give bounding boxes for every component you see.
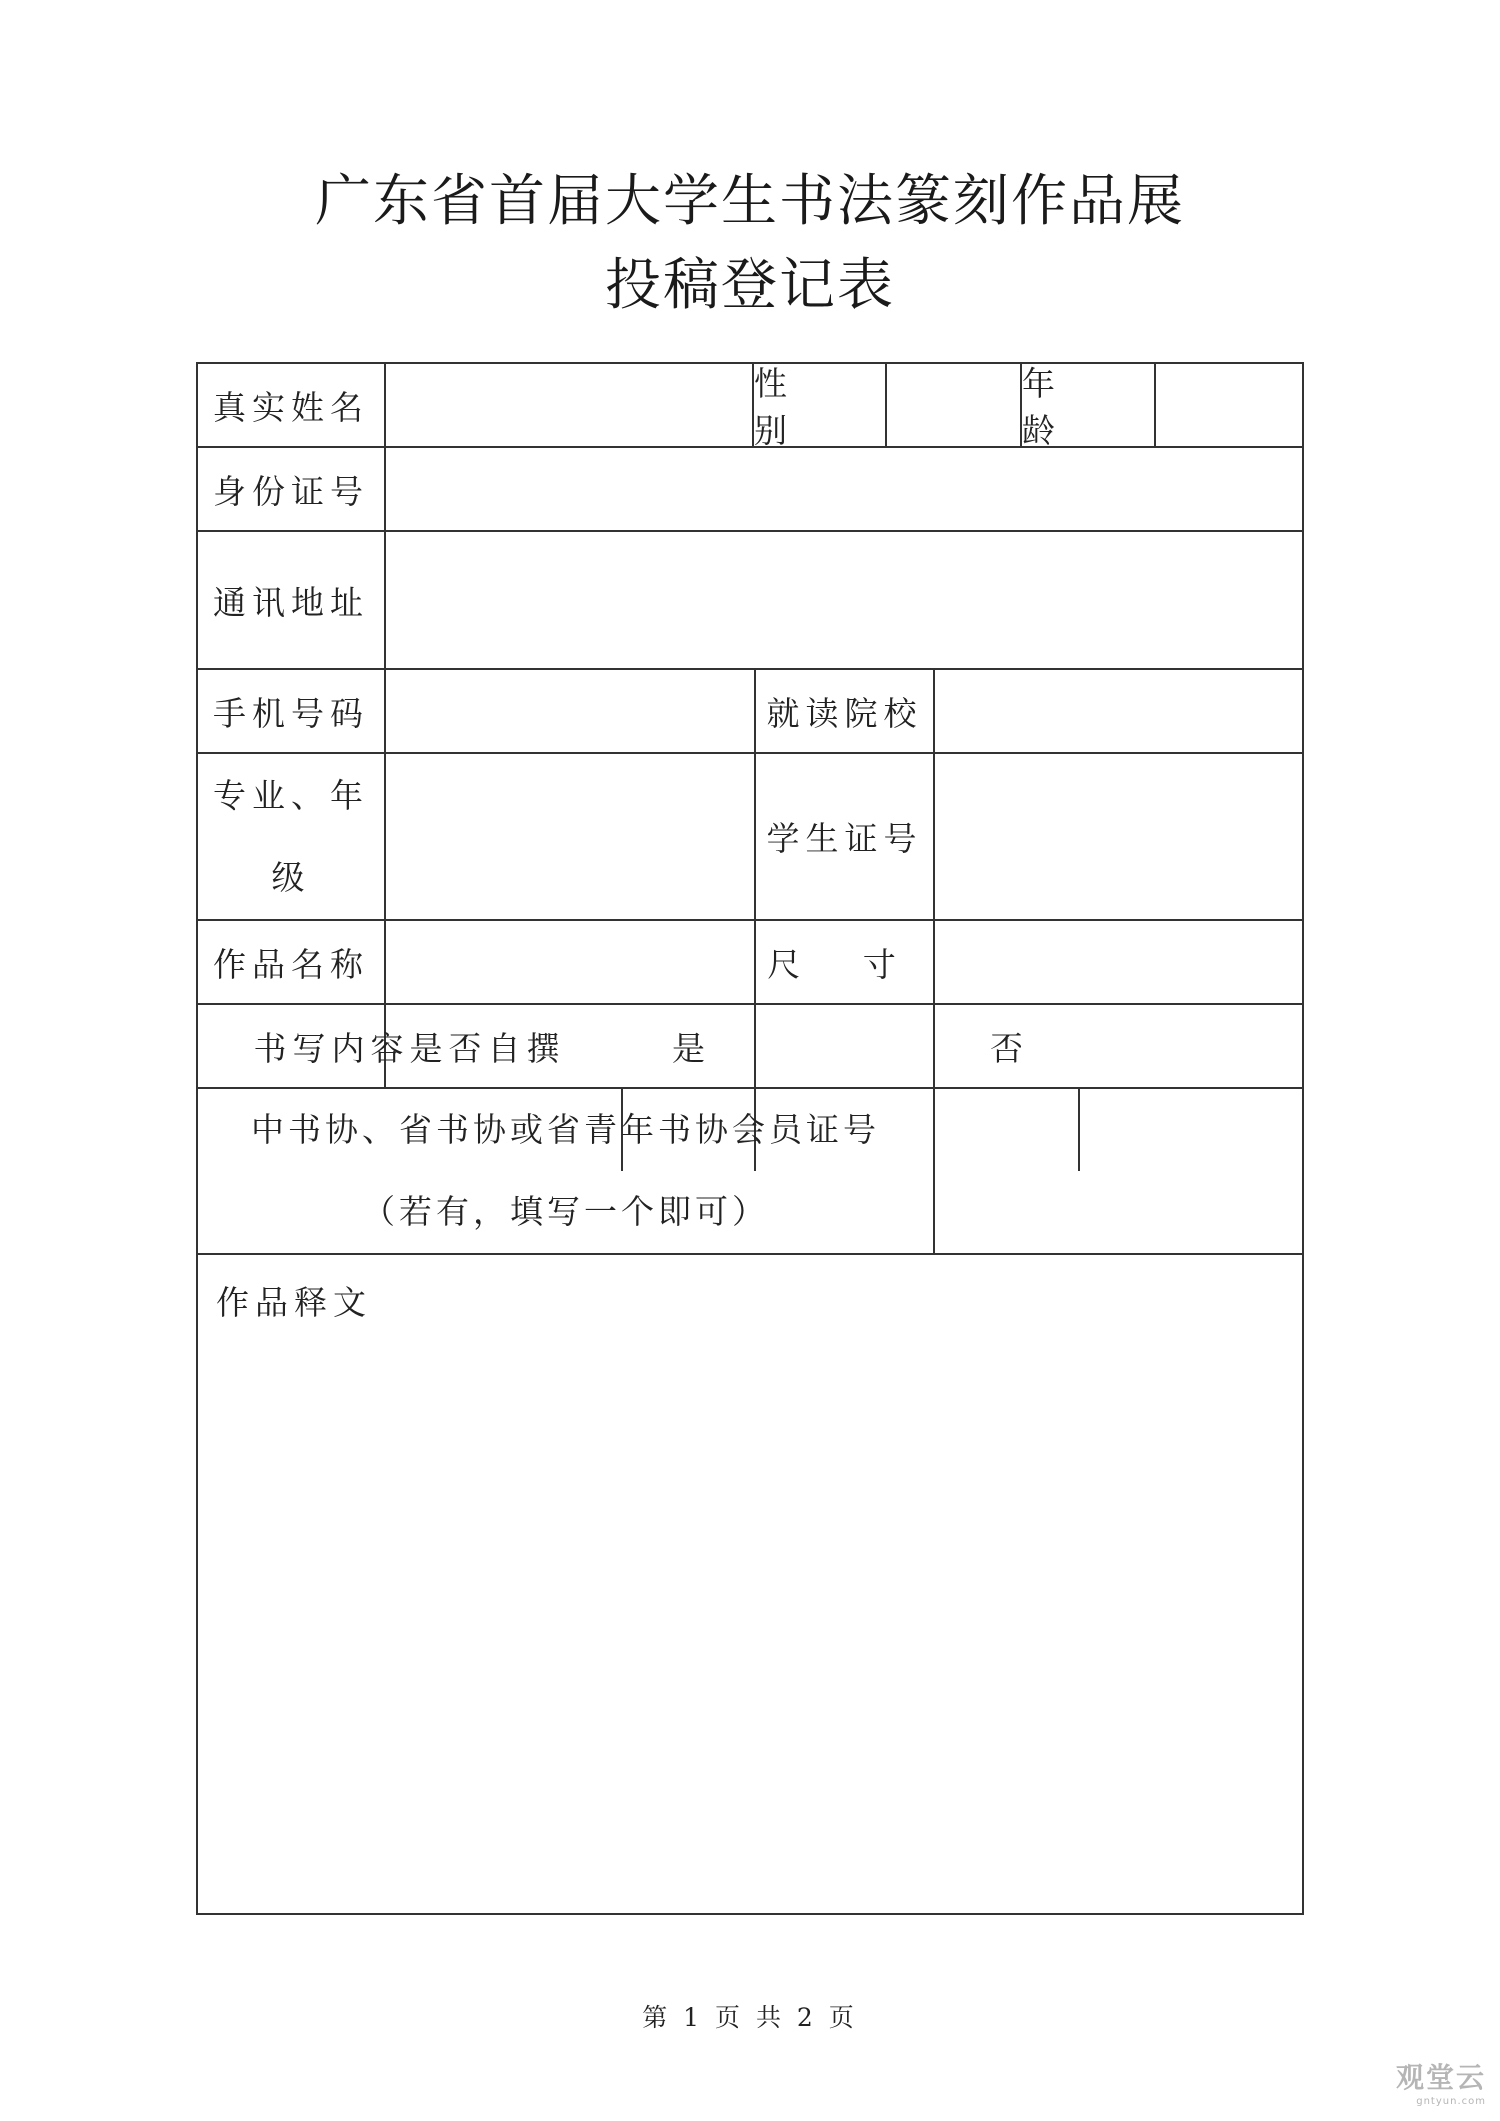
- age-field[interactable]: [1156, 364, 1302, 446]
- membership-label: [198, 1089, 933, 1253]
- no-field[interactable]: [1080, 1005, 1302, 1087]
- work-name-field[interactable]: [386, 921, 754, 1003]
- id-number-label: 身份证号: [213, 471, 369, 511]
- address-label: 通讯地址: [213, 582, 369, 622]
- no-label: 否: [990, 1028, 1023, 1068]
- gender-label: 性 别: [754, 364, 813, 446]
- work-name-label: 作品名称: [213, 944, 369, 984]
- membership-label-line1: 中书协、省书协或省青年书协会员证号: [251, 1110, 880, 1149]
- major-grade-field[interactable]: [386, 754, 754, 919]
- watermark-subtext: gntyun.com: [1416, 2096, 1486, 2107]
- transcription-label: 作品释文: [216, 1283, 372, 1322]
- watermark: [1396, 2056, 1486, 2107]
- student-id-field[interactable]: [935, 754, 1302, 919]
- size-field[interactable]: [935, 921, 1302, 1003]
- yes-label: 是: [672, 1028, 705, 1068]
- membership-label-line2: （若有，填写一个即可）: [362, 1192, 769, 1231]
- self-written-label: 书写内容是否自撰: [253, 1028, 566, 1068]
- id-number-field[interactable]: [386, 448, 1302, 530]
- membership-field[interactable]: [935, 1089, 1302, 1253]
- watermark-logo-text: 观堂云: [1395, 2061, 1486, 2094]
- school-label: 就读院校: [766, 693, 923, 733]
- school-field[interactable]: [935, 670, 1302, 752]
- form-title: 广东省首届大学生书法篆刻作品展: [315, 169, 1185, 234]
- name-label: 真实姓名: [213, 387, 369, 427]
- phone-label: 手机号码: [213, 693, 369, 733]
- major-grade-label: [198, 754, 384, 919]
- gender-field[interactable]: [887, 364, 1020, 446]
- major-grade-label-line2: 级: [271, 857, 311, 897]
- size-label: 尺 寸: [767, 944, 922, 984]
- transcription-area[interactable]: [198, 1255, 1302, 1913]
- address-field[interactable]: [386, 532, 1302, 668]
- title-block: [0, 160, 1500, 328]
- name-field[interactable]: [386, 364, 752, 446]
- student-id-label: 学生证号: [766, 819, 923, 858]
- major-grade-label-line1: 专业、年: [213, 775, 369, 815]
- form-subtitle: 投稿登记表: [605, 253, 895, 318]
- age-label: 年 龄: [1022, 364, 1081, 446]
- page-indicator: 第 1 页 共 2 页: [642, 2003, 858, 2032]
- phone-field[interactable]: [386, 670, 754, 752]
- registration-form-table: [196, 362, 1304, 1915]
- yes-field[interactable]: [756, 1005, 933, 1087]
